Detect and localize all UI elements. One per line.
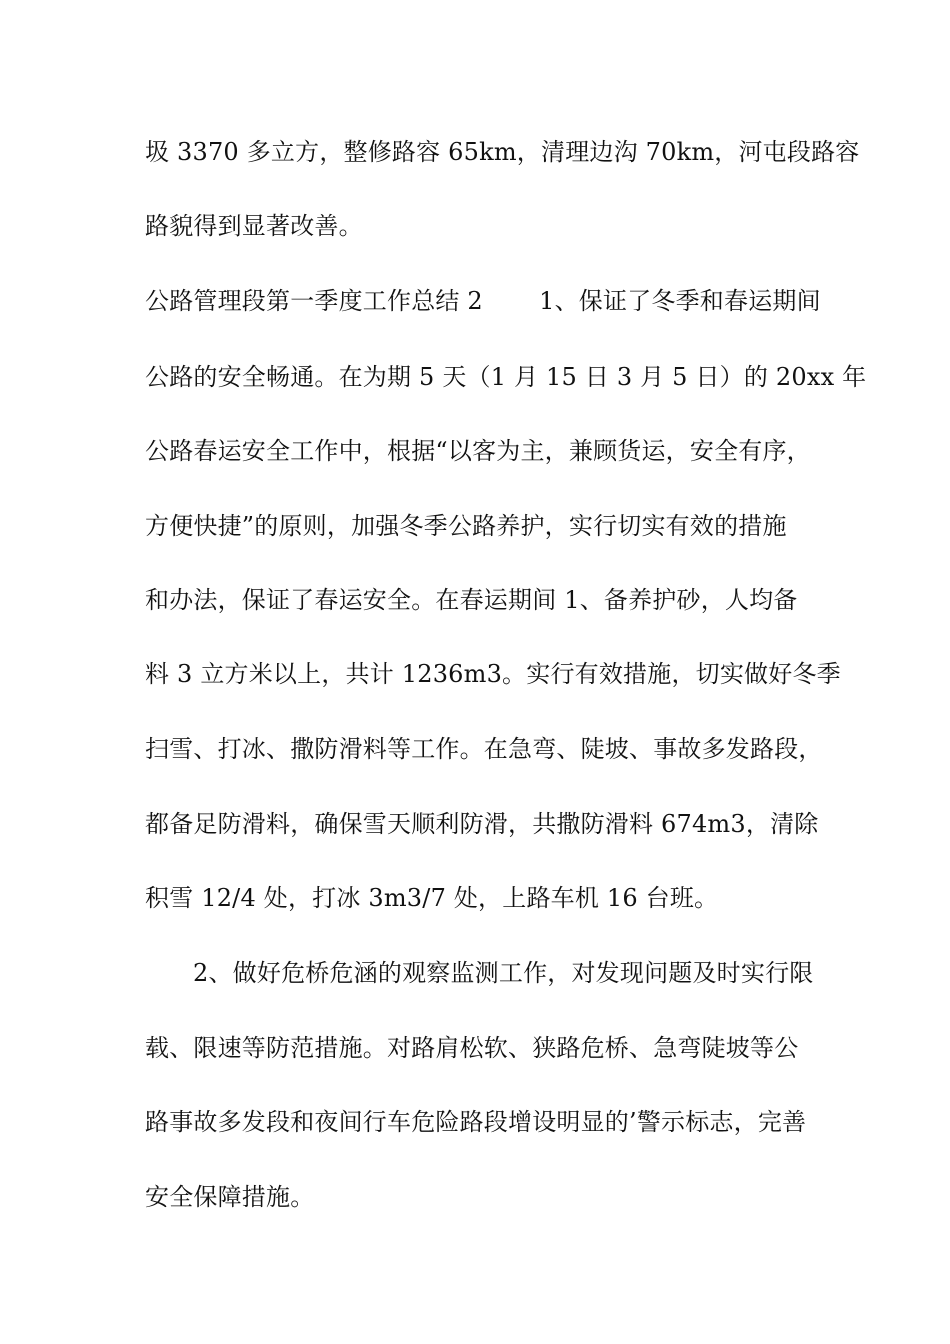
- text-line: 公路春运安全工作中，根据“以客为主，兼顾货运，安全有序，: [145, 437, 811, 465]
- text-line: 都备足防滑料，确保雪天顺利防滑，共撒防滑料 674m3，清除: [145, 810, 819, 838]
- text-line: 路事故多发段和夜间行车危险路段增设明显的’警示标志，完善: [145, 1108, 807, 1136]
- text-line: 2、做好危桥危涵的观察监测工作，对发现问题及时实行限: [193, 959, 814, 987]
- text-line: 料 3 立方米以上，共计 1236m3。实行有效措施，切实做好冬季: [145, 660, 841, 688]
- text-line: 路貌得到显著改善。: [145, 212, 363, 240]
- text-line: 和办法，保证了春运安全。在春运期间 1、备养护砂，人均备: [145, 586, 798, 614]
- text-line: 安全保障措施。: [145, 1183, 315, 1211]
- text-line: 公路管理段第一季度工作总结 2 1、保证了冬季和春运期间: [145, 287, 821, 315]
- text-line: 扫雪、打冰、撒防滑料等工作。在急弯、陡坡、事故多发路段，: [145, 735, 823, 763]
- text-line: 方便快捷”的原则，加强冬季公路养护，实行切实有效的措施: [145, 512, 787, 540]
- text-line: 圾 3370 多立方，整修路容 65km，清理边沟 70km，河屯段路容: [145, 138, 860, 166]
- text-line: 积雪 12/4 处，打冰 3m3/7 处，上路车机 16 台班。: [145, 884, 719, 912]
- text-line: 公路的安全畅通。在为期 5 天（1 月 15 日 3 月 5 日）的 20xx 年: [145, 363, 867, 391]
- text-line: 载、限速等防范措施。对路肩松软、狭路危桥、急弯陡坡等公: [145, 1034, 799, 1062]
